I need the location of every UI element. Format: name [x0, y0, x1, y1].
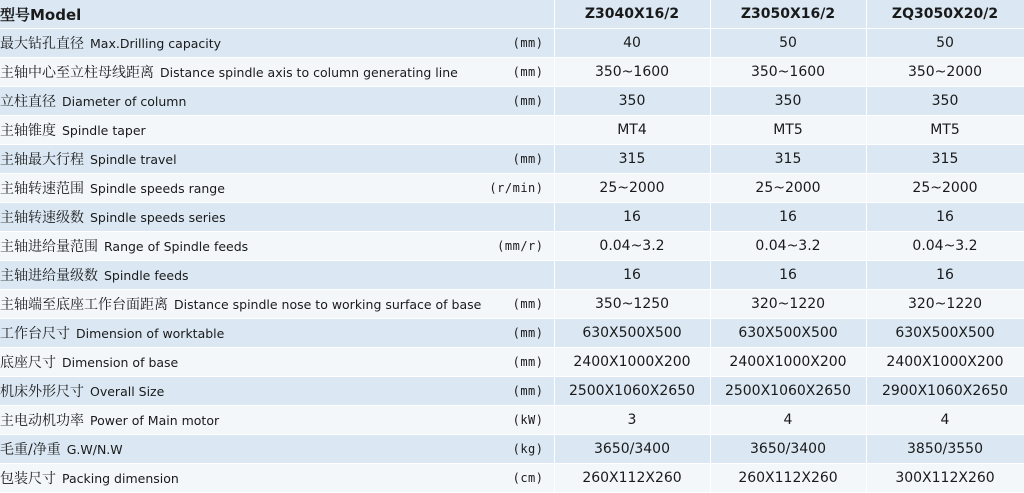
spec-name-en: Distance spindle nose to working surface of base	[174, 297, 482, 312]
spec-value-model-1: 25~2000	[554, 174, 710, 203]
spec-name-cn: 主轴端至底座工作台面距离	[0, 297, 168, 313]
spec-name-cell	[0, 58, 554, 87]
spec-name-cell	[0, 29, 554, 58]
spec-unit: (r/min)	[489, 181, 544, 195]
table-row	[0, 174, 1024, 203]
spec-value-model-1: 260X112X260	[554, 464, 710, 493]
spec-name-en: Dimension of base	[62, 355, 179, 370]
spec-value-model-3: 315	[866, 145, 1024, 174]
spec-name-en: Range of Spindle feeds	[104, 239, 249, 254]
spec-unit: (cm)	[512, 471, 544, 485]
spec-value-model-1: 2500X1060X2650	[554, 377, 710, 406]
spec-value-model-2: 315	[710, 145, 866, 174]
spec-name-cn: 底座尺寸	[0, 355, 56, 371]
spec-value-model-3: 2400X1000X200	[866, 348, 1024, 377]
table-row	[0, 203, 1024, 232]
spec-value-model-3: 350~2000	[866, 58, 1024, 87]
spec-name-cell	[0, 348, 554, 377]
spec-name-cell	[0, 232, 554, 261]
spec-unit: (mm)	[512, 65, 544, 79]
spec-name-cell	[0, 203, 554, 232]
spec-value-model-3: 300X112X260	[866, 464, 1024, 493]
spec-value-model-1: MT4	[554, 116, 710, 145]
spec-name-en: Spindle taper	[62, 123, 146, 138]
table-row	[0, 377, 1024, 406]
spec-unit: (kg)	[512, 442, 544, 456]
spec-name-en: Power of Main motor	[90, 413, 220, 428]
spec-value-model-3: MT5	[866, 116, 1024, 145]
spec-value-model-2: 2400X1000X200	[710, 348, 866, 377]
table-body	[0, 29, 1024, 493]
spec-value-model-3: 350	[866, 87, 1024, 116]
table-row	[0, 232, 1024, 261]
spec-name-en: G.W/N.W	[66, 442, 123, 457]
spec-value-model-1: 16	[554, 203, 710, 232]
spec-value-model-1: 40	[554, 29, 710, 58]
table-header	[0, 0, 1024, 29]
spec-value-model-1: 350	[554, 87, 710, 116]
spec-name-cell	[0, 145, 554, 174]
table-row	[0, 406, 1024, 435]
spec-name-cn: 机床外形尺寸	[0, 384, 84, 400]
table-row	[0, 261, 1024, 290]
spec-unit: (mm)	[512, 384, 544, 398]
spec-value-model-1: 0.04~3.2	[554, 232, 710, 261]
spec-value-model-2: 3650/3400	[710, 435, 866, 464]
spec-value-model-2: 50	[710, 29, 866, 58]
spec-value-model-3: 50	[866, 29, 1024, 58]
table-row	[0, 145, 1024, 174]
spec-name-cell	[0, 174, 554, 203]
spec-value-model-2: 2500X1060X2650	[710, 377, 866, 406]
spec-name-cn: 主轴中心至立柱母线距离	[0, 65, 154, 81]
spec-unit: (mm/r)	[497, 239, 544, 253]
spec-name-cell	[0, 435, 554, 464]
spec-value-model-3: 3850/3550	[866, 435, 1024, 464]
spec-name-cn: 主轴转速级数	[0, 210, 84, 226]
table-row	[0, 464, 1024, 493]
spec-name-cn: 主轴最大行程	[0, 152, 84, 168]
spec-name-cn: 毛重/净重	[0, 442, 61, 458]
spec-value-model-1: 350~1600	[554, 58, 710, 87]
spec-name-cell	[0, 377, 554, 406]
header-row	[0, 0, 1024, 29]
spec-value-model-2: 0.04~3.2	[710, 232, 866, 261]
spec-value-model-3: 4	[866, 406, 1024, 435]
spec-name-cn: 包装尺寸	[0, 471, 56, 487]
table-row	[0, 290, 1024, 319]
spec-unit: (mm)	[512, 94, 544, 108]
spec-value-model-2: 350	[710, 87, 866, 116]
spec-name-en: Overall Size	[90, 384, 165, 399]
spec-name-cn: 主轴转速范围	[0, 181, 84, 197]
spec-name-en: Spindle speeds series	[90, 210, 226, 225]
table-row	[0, 58, 1024, 87]
spec-value-model-3: 0.04~3.2	[866, 232, 1024, 261]
spec-value-model-3: 320~1220	[866, 290, 1024, 319]
spec-value-model-1: 3	[554, 406, 710, 435]
spec-value-model-2: 4	[710, 406, 866, 435]
spec-value-model-3: 2900X1060X2650	[866, 377, 1024, 406]
spec-name-en: Max.Drilling capacity	[90, 36, 222, 51]
spec-name-en: Spindle feeds	[104, 268, 189, 283]
spec-name-en: Spindle speeds range	[90, 181, 225, 196]
spec-name-cell	[0, 464, 554, 493]
model-header: 型号Model	[0, 0, 554, 29]
spec-unit: (kW)	[512, 413, 544, 427]
spec-value-model-1: 16	[554, 261, 710, 290]
spec-name-cell	[0, 406, 554, 435]
spec-value-model-1: 315	[554, 145, 710, 174]
spec-name-cn: 主电动机功率	[0, 413, 84, 429]
spec-name-cell	[0, 319, 554, 348]
spec-name-cell	[0, 261, 554, 290]
spec-name-cell	[0, 290, 554, 319]
spec-unit: (mm)	[512, 36, 544, 50]
spec-value-model-2: MT5	[710, 116, 866, 145]
spec-name-en: Distance spindle axis to column generating line	[160, 65, 458, 80]
spec-value-model-2: 260X112X260	[710, 464, 866, 493]
spec-unit: (mm)	[512, 297, 544, 311]
spec-name-cn: 主轴锥度	[0, 123, 56, 139]
spec-value-model-2: 25~2000	[710, 174, 866, 203]
spec-value-model-2: 630X500X500	[710, 319, 866, 348]
spec-unit: (mm)	[512, 355, 544, 369]
model-3-header: ZQ3050X20/2	[866, 0, 1024, 29]
table-row	[0, 29, 1024, 58]
spec-value-model-2: 16	[710, 203, 866, 232]
spec-name-en: Dimension of worktable	[76, 326, 225, 341]
model-2-header: Z3050X16/2	[710, 0, 866, 29]
table-row	[0, 116, 1024, 145]
table-row	[0, 435, 1024, 464]
spec-value-model-1: 3650/3400	[554, 435, 710, 464]
spec-value-model-2: 350~1600	[710, 58, 866, 87]
spec-value-model-3: 25~2000	[866, 174, 1024, 203]
spec-value-model-1: 350~1250	[554, 290, 710, 319]
table-row	[0, 319, 1024, 348]
spec-value-model-1: 2400X1000X200	[554, 348, 710, 377]
spec-value-model-3: 16	[866, 261, 1024, 290]
spec-name-cn: 最大钻孔直径	[0, 36, 84, 52]
spec-value-model-1: 630X500X500	[554, 319, 710, 348]
spec-name-en: Diameter of column	[62, 94, 187, 109]
model-1-header: Z3040X16/2	[554, 0, 710, 29]
spec-name-cn: 工作台尺寸	[0, 326, 70, 342]
spec-unit: (mm)	[512, 326, 544, 340]
spec-name-cn: 主轴进给量范围	[0, 239, 98, 255]
spec-name-cell	[0, 116, 554, 145]
spec-value-model-3: 630X500X500	[866, 319, 1024, 348]
spec-name-cn: 立柱直径	[0, 94, 56, 110]
spec-unit: (mm)	[512, 152, 544, 166]
spec-name-cell	[0, 87, 554, 116]
spec-name-en: Packing dimension	[62, 471, 179, 486]
spec-value-model-2: 320~1220	[710, 290, 866, 319]
spec-name-en: Spindle travel	[90, 152, 177, 167]
spec-value-model-2: 16	[710, 261, 866, 290]
table-row	[0, 87, 1024, 116]
table-row	[0, 348, 1024, 377]
spec-name-cn: 主轴进给量级数	[0, 268, 98, 284]
spec-value-model-3: 16	[866, 203, 1024, 232]
